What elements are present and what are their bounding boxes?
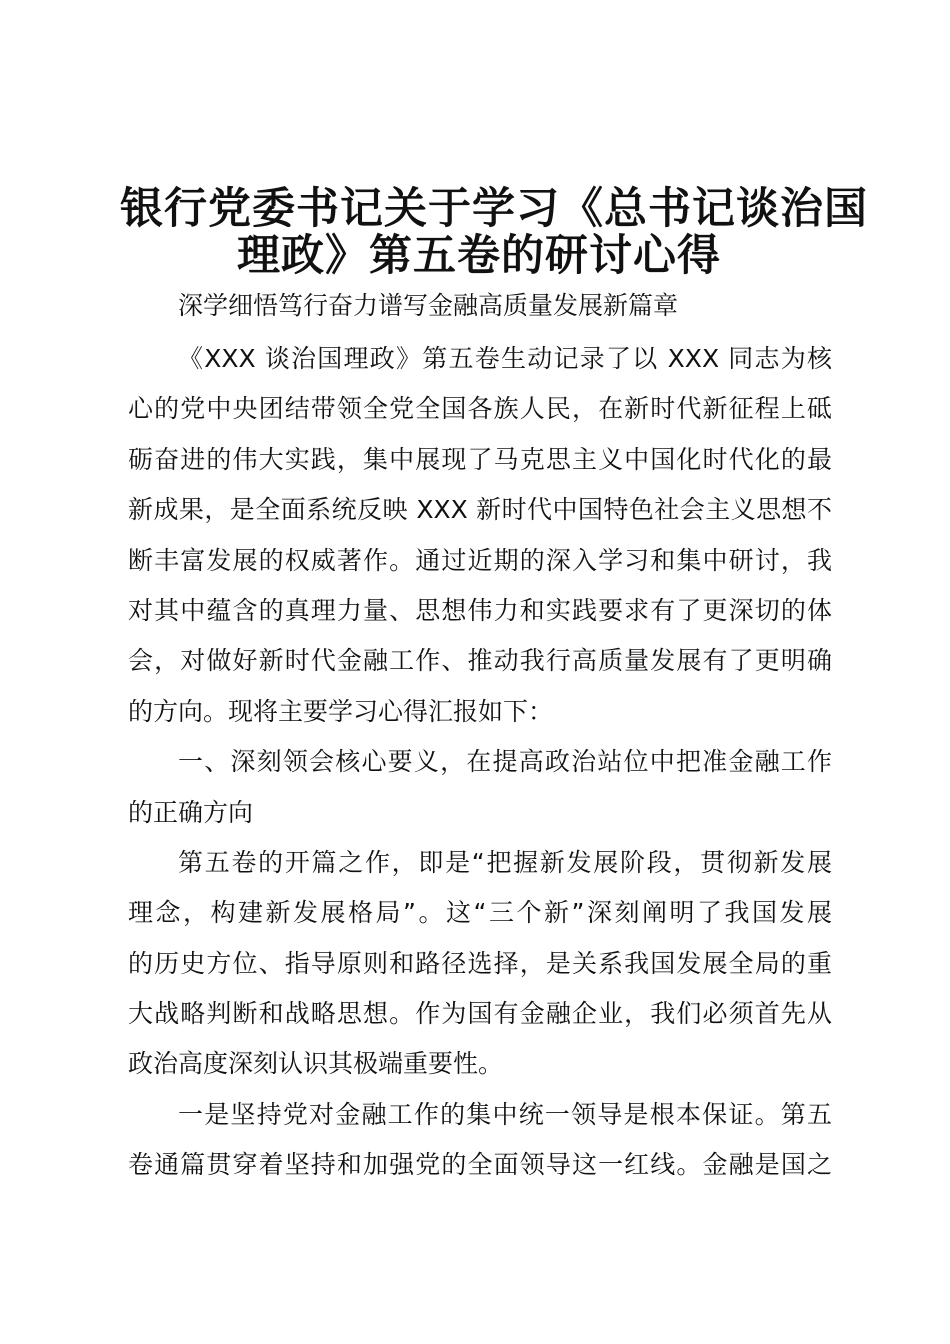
paragraph-line: 心的党中央团结带领全党全国各族人民，在新时代新征程上砥 <box>128 394 832 424</box>
paragraph-line: 政治高度深刻认识其极端重要性。 <box>128 1049 504 1079</box>
section-heading-1 <box>128 737 832 838</box>
paragraph-line: 一是坚持党对金融工作的集中统一领导是根本保证。第五 <box>178 1099 832 1129</box>
document-subtitle: 深学细悟笃行奋力谱写金融高质量发展新篇章 <box>178 291 679 320</box>
paragraph-intro <box>128 334 832 737</box>
paragraph-line: 第五卷的开篇之作，即是“把握新发展阶段，贯彻新发展 <box>178 847 832 877</box>
document-title-line-1: 银行党委书记关于学习《总书记谈治国 <box>120 184 868 234</box>
paragraph-line: 的历史方位、指导原则和路径选择，是关系我国发展全局的重 <box>128 948 832 978</box>
paragraph-line: 新成果，是全面系统反映 XXX 新时代中国特色社会主义思想不 <box>128 495 832 525</box>
paragraph-party-leadership <box>128 1090 832 1191</box>
paragraph-line: 的方向。现将主要学习心得汇报如下： <box>128 696 554 726</box>
paragraph-line: 大战略判断和战略思想。作为国有金融企业，我们必须首先从 <box>128 999 832 1029</box>
paragraph-line: 砺奋进的伟大实践，集中展现了马克思主义中国化时代化的最 <box>128 444 832 474</box>
paragraph-line: 卷通篇贯穿着坚持和加强党的全面领导这一红线。金融是国之 <box>128 1150 832 1180</box>
heading-line: 一、深刻领会核心要义，在提高政治站位中把准金融工作 <box>178 747 832 777</box>
paragraph-line: 对其中蕴含的真理力量、思想伟力和实践要求有了更深切的体 <box>128 595 832 625</box>
paragraph-line: 《XXX 谈治国理政》第五卷生动记录了以 XXX 同志为核 <box>178 344 832 373</box>
document-title-line-2: 理政》第五卷的研讨心得 <box>237 231 721 281</box>
paragraph-opening-work <box>128 838 832 1090</box>
paragraph-line: 理念，构建新发展格局”。这“三个新”深刻阐明了我国发展 <box>128 898 832 928</box>
paragraph-line: 会，对做好新时代金融工作、推动我行高质量发展有了更明确 <box>128 646 832 676</box>
document-body <box>128 334 832 1191</box>
heading-line: 的正确方向 <box>128 797 254 827</box>
paragraph-line: 断丰富发展的权威著作。通过近期的深入学习和集中研讨，我 <box>128 545 832 575</box>
